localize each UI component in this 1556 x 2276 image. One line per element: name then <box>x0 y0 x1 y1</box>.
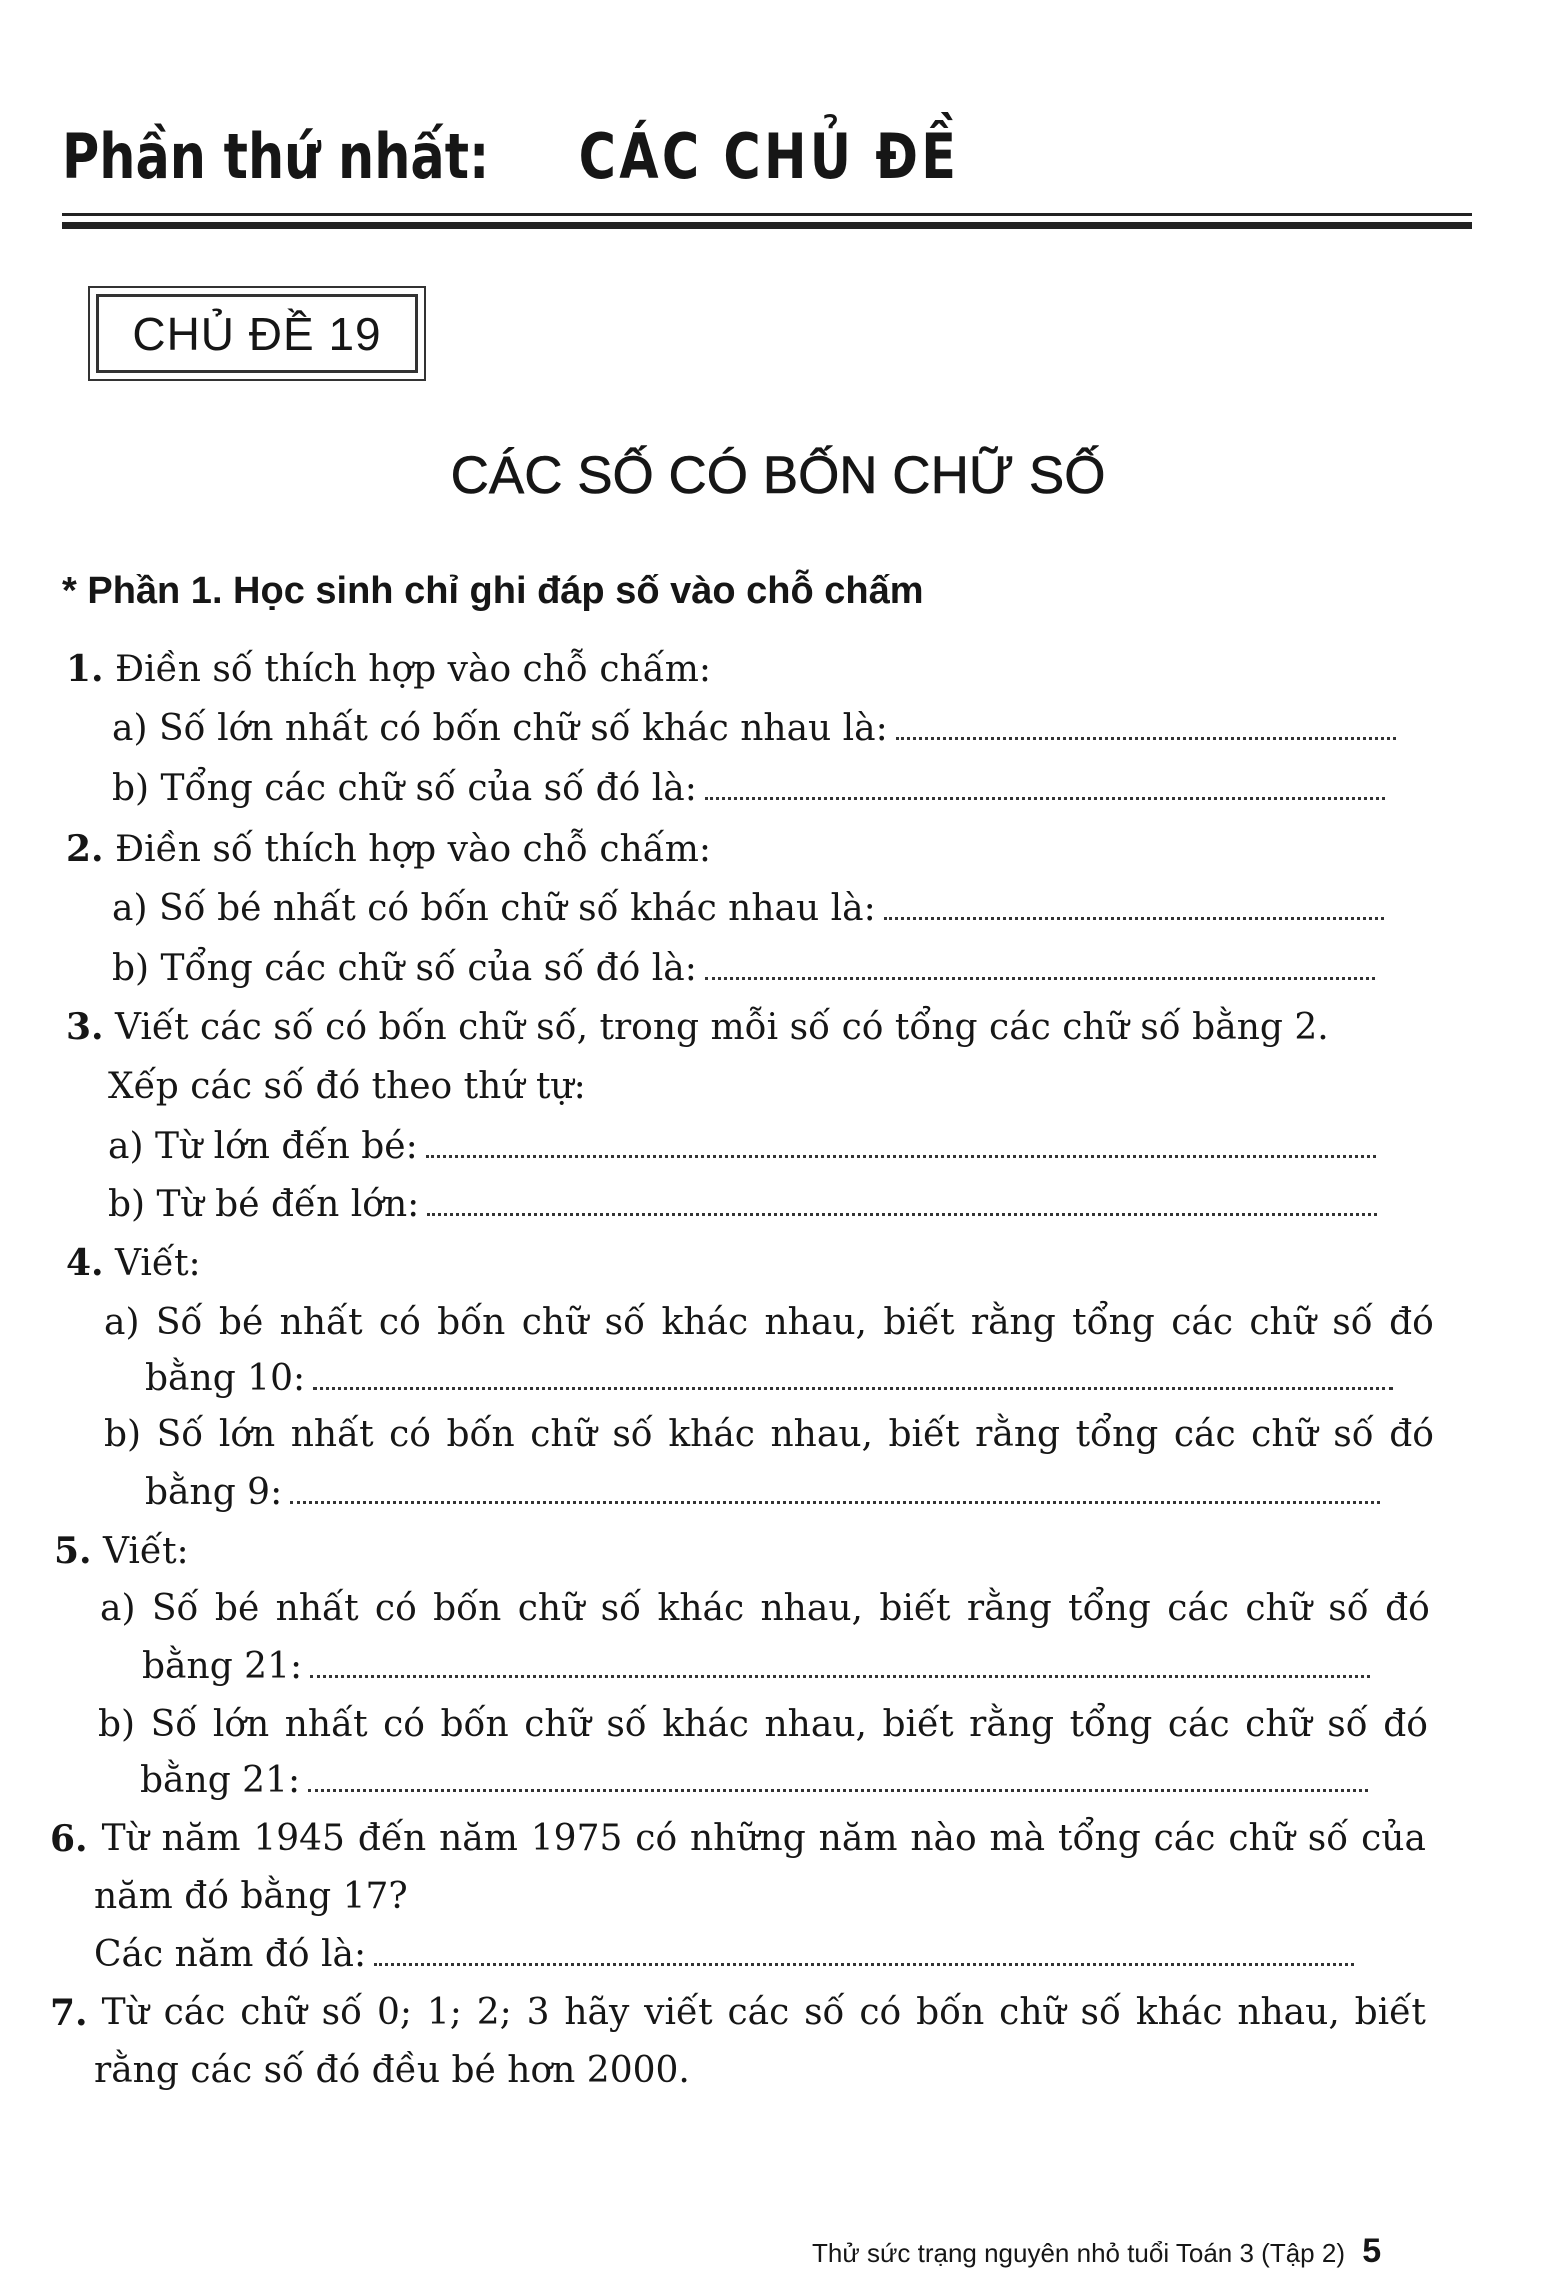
word: tổng <box>1068 1588 1151 1629</box>
question-text: Viết các số có bốn chữ số, trong mỗi số có tổng các chữ số bằng 2. <box>115 1007 1329 1048</box>
word: Từ <box>101 1992 149 2033</box>
question-5 <box>54 1530 189 1572</box>
page-header <box>62 120 1218 210</box>
word: số <box>1332 1302 1373 1343</box>
question-4b-line2 <box>145 1472 1380 1513</box>
word: khác <box>662 1704 749 1745</box>
question-5b-cont: bằng 21: <box>140 1760 301 1801</box>
word: chữ <box>1228 1818 1295 1859</box>
word: tổng <box>1058 1818 1141 1859</box>
question-5a-line2 <box>142 1646 1370 1687</box>
word: chữ <box>521 1302 589 1343</box>
question-6-words <box>101 1818 1426 1859</box>
part-label: Phần thứ nhất: <box>62 120 490 193</box>
question-1b-text: b) Tổng các chữ số của số đó là: <box>112 768 697 809</box>
word: 1; <box>426 1992 462 2033</box>
question-7-line1 <box>50 1992 1426 2034</box>
word: nhau, <box>764 1302 867 1343</box>
word: đó <box>1383 1704 1428 1745</box>
word: khác <box>661 1302 749 1343</box>
word: Số <box>155 1302 203 1343</box>
question-4a-line2 <box>145 1358 1393 1399</box>
word: rằng <box>975 1414 1061 1455</box>
word: số <box>321 1992 363 2033</box>
word: các <box>1153 1818 1216 1859</box>
word: 3 <box>526 1992 550 2033</box>
answer-blank[interactable] <box>374 1957 1354 1966</box>
question-number: 2. <box>66 828 104 870</box>
word: có <box>389 1414 431 1455</box>
word: các <box>727 1992 790 2033</box>
question-4a-line1 <box>104 1302 1434 1343</box>
word: số <box>604 1302 646 1343</box>
question-3-sub: Xếp các số đó theo thứ tự: <box>108 1066 586 1107</box>
header-rule-thin <box>62 213 1472 216</box>
word: đó <box>1389 1302 1434 1343</box>
question-1a <box>112 708 1396 749</box>
question-2b-text: b) Tổng các chữ số của số đó là: <box>112 948 697 989</box>
word: các <box>1171 1302 1234 1343</box>
word: số <box>1333 1414 1374 1455</box>
word: đó <box>1385 1588 1430 1629</box>
word: chữ <box>1249 1302 1316 1343</box>
word: số <box>1328 1588 1369 1629</box>
word: năm <box>818 1818 898 1859</box>
question-2 <box>66 828 712 870</box>
question-7-words <box>101 1992 1426 2033</box>
word: b) <box>98 1704 136 1745</box>
word: số <box>600 1588 642 1629</box>
word: những <box>690 1818 806 1859</box>
question-5b-line1 <box>98 1704 1428 1745</box>
word: lớn <box>218 1414 276 1455</box>
word: có <box>859 1992 902 2033</box>
word: bốn <box>440 1704 509 1745</box>
question-2a-text: a) Số bé nhất có bốn chữ số khác nhau là: <box>112 888 876 929</box>
word: bé <box>218 1302 264 1343</box>
question-2a <box>112 888 1384 929</box>
question-6-answer <box>94 1934 1354 1975</box>
word: nhau, <box>764 1704 867 1745</box>
question-number: 3. <box>66 1006 104 1048</box>
word: của <box>1361 1818 1426 1859</box>
word: bé <box>214 1588 260 1629</box>
word: 1945 <box>253 1818 345 1859</box>
question-6-line2: năm đó bằng 17? <box>94 1876 408 1917</box>
word: có <box>374 1588 417 1629</box>
answer-blank[interactable] <box>884 911 1384 920</box>
word: số <box>1080 1992 1122 2033</box>
question-4 <box>66 1242 201 1284</box>
section-heading: * Phần 1. Học sinh chỉ ghi đáp số vào chỗ chấm <box>62 570 924 612</box>
word: nhau, <box>760 1588 863 1629</box>
word: biết <box>1354 1992 1426 2033</box>
question-number: 6. <box>50 1818 88 1860</box>
topic-heading: CÁC CHỦ ĐỀ <box>578 120 960 193</box>
word: tổng <box>1069 1704 1153 1745</box>
question-3 <box>66 1006 1329 1048</box>
word: a) <box>104 1302 140 1343</box>
word: khác <box>668 1414 755 1455</box>
word: Số <box>150 1704 198 1745</box>
word: biết <box>879 1588 951 1629</box>
word: rằng <box>966 1588 1052 1629</box>
word: đó <box>1389 1414 1434 1455</box>
question-text: Viết: <box>103 1531 189 1572</box>
word: bốn <box>916 1992 985 2033</box>
word: nhau, <box>770 1414 873 1455</box>
word: các <box>163 1992 226 2033</box>
question-5a-cont: bằng 21: <box>142 1646 303 1687</box>
word: có <box>378 1302 421 1343</box>
question-number: 1. <box>66 648 104 690</box>
word: chữ <box>1245 1704 1312 1745</box>
word: lớn <box>212 1704 270 1745</box>
word: nhất <box>284 1704 368 1745</box>
question-text: Điền số thích hợp vào chỗ chấm: <box>115 649 712 690</box>
word: rằng <box>969 1704 1055 1745</box>
word: bốn <box>433 1588 502 1629</box>
question-7-line2: rằng các số đó đều bé hơn 2000. <box>94 2050 690 2091</box>
word: rằng <box>970 1302 1056 1343</box>
word: nhất <box>279 1302 363 1343</box>
word: mà <box>989 1818 1046 1859</box>
word: chữ <box>999 1992 1066 2033</box>
word: viết <box>644 1992 713 2033</box>
word: Số <box>151 1588 199 1629</box>
word: có <box>383 1704 425 1745</box>
answer-blank[interactable] <box>896 731 1396 740</box>
question-4a-cont: bằng 10: <box>145 1358 306 1399</box>
word: đến <box>357 1818 427 1859</box>
page-title: CÁC SỐ CÓ BỐN CHỮ SỐ <box>450 446 1106 505</box>
question-4b-line1 <box>104 1414 1434 1455</box>
question-3a <box>108 1126 1376 1167</box>
question-5a-line1 <box>100 1588 1430 1629</box>
answer-blank[interactable] <box>705 971 1375 980</box>
word: hãy <box>564 1992 630 2033</box>
answer-blank[interactable] <box>427 1207 1377 1216</box>
word: 0; <box>376 1992 412 2033</box>
word: chữ <box>1245 1588 1312 1629</box>
word: nhau, <box>1237 1992 1340 2033</box>
question-number: 4. <box>66 1242 104 1284</box>
chapter-label: CHỦ ĐỀ 19 <box>96 294 418 373</box>
page-footer <box>812 2232 1381 2271</box>
answer-blank[interactable] <box>426 1149 1376 1158</box>
word: năm <box>439 1818 518 1859</box>
word: khác <box>657 1588 745 1629</box>
word: tổng <box>1075 1414 1159 1455</box>
page-number: 5 <box>1362 2232 1382 2270</box>
answer-blank[interactable] <box>705 791 1385 800</box>
word: nào <box>910 1818 977 1859</box>
word: biết <box>888 1414 960 1455</box>
question-number: 7. <box>50 1992 88 2034</box>
word: chữ <box>1251 1414 1318 1455</box>
word: 2; <box>476 1992 512 2033</box>
word: chữ <box>517 1588 585 1629</box>
chapter-box <box>88 286 426 381</box>
question-4b-cont: bằng 9: <box>145 1472 283 1513</box>
question-1b <box>112 768 1385 809</box>
word: năm <box>161 1818 241 1859</box>
word: số <box>804 1992 845 2033</box>
word: số <box>606 1704 647 1745</box>
answer-blank[interactable] <box>310 1669 1370 1678</box>
answer-blank[interactable] <box>313 1381 1393 1390</box>
word: các <box>1167 1704 1230 1745</box>
word: bốn <box>446 1414 515 1455</box>
word: số <box>612 1414 653 1455</box>
question-1a-text: a) Số lớn nhất có bốn chữ số khác nhau là: <box>112 708 888 749</box>
word: chữ <box>524 1704 591 1745</box>
question-number: 5. <box>54 1530 92 1572</box>
question-3b-text: b) Từ bé đến lớn: <box>108 1184 420 1225</box>
word: Từ <box>101 1818 149 1859</box>
question-2b <box>112 948 1375 989</box>
word: số <box>1327 1704 1368 1745</box>
word: các <box>1173 1414 1236 1455</box>
question-text: Điền số thích hợp vào chỗ chấm: <box>115 829 712 870</box>
question-3b <box>108 1184 1377 1225</box>
word: nhất <box>290 1414 374 1455</box>
word: chữ <box>240 1992 307 2033</box>
word: các <box>1167 1588 1230 1629</box>
word: a) <box>100 1588 136 1629</box>
question-3a-text: a) Từ lớn đến bé: <box>108 1126 418 1167</box>
word: có <box>635 1818 678 1859</box>
word: khác <box>1135 1992 1223 2033</box>
question-1 <box>66 648 712 690</box>
word: chữ <box>530 1414 597 1455</box>
word: Số <box>156 1414 204 1455</box>
question-5b-line2 <box>140 1760 1368 1801</box>
header-rule-thick <box>62 222 1472 229</box>
word: b) <box>104 1414 142 1455</box>
word: 1975 <box>530 1818 623 1859</box>
answer-blank[interactable] <box>290 1495 1380 1504</box>
answer-blank[interactable] <box>308 1783 1368 1792</box>
book-title: Thử sức trạng nguyên nhỏ tuổi Toán 3 (Tập 2) <box>812 2238 1345 2268</box>
word: tổng <box>1072 1302 1155 1343</box>
question-6-line1 <box>50 1818 1426 1860</box>
question-text: Viết: <box>115 1243 201 1284</box>
word: số <box>1307 1818 1349 1859</box>
word: biết <box>882 1704 954 1745</box>
question-6-answer-label: Các năm đó là: <box>94 1934 367 1975</box>
word: nhất <box>275 1588 359 1629</box>
word: biết <box>883 1302 955 1343</box>
word: bốn <box>437 1302 506 1343</box>
